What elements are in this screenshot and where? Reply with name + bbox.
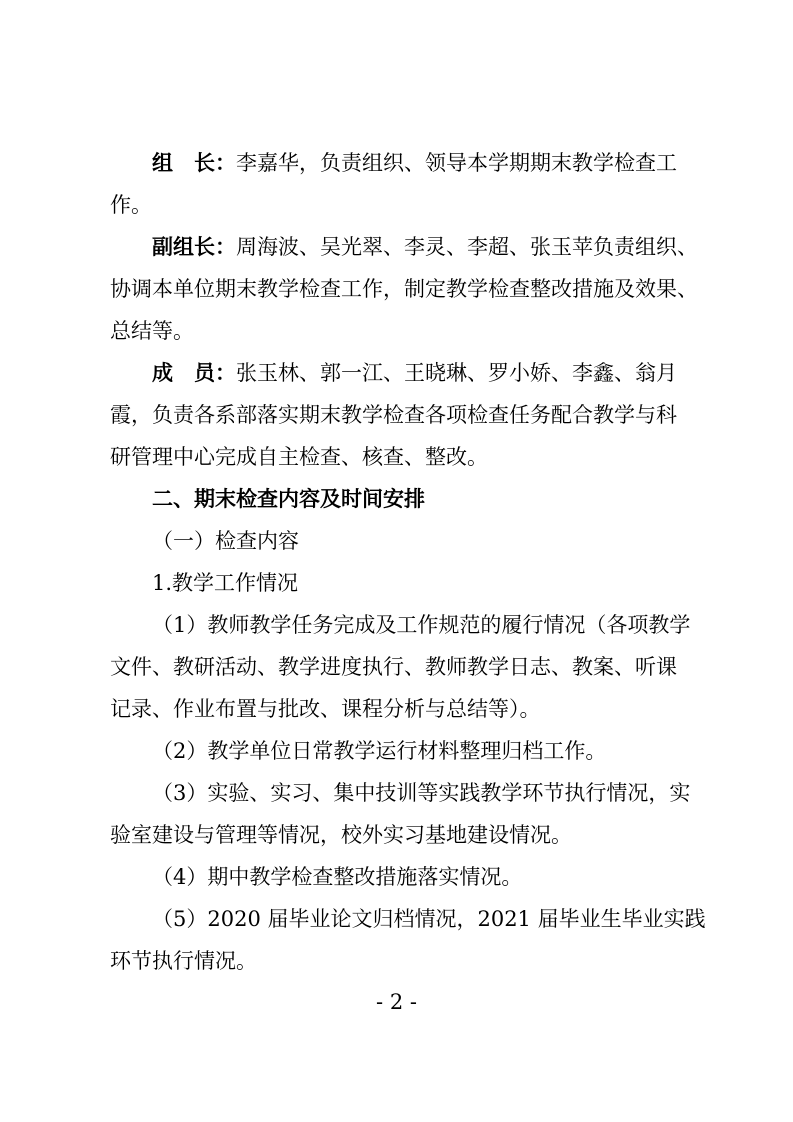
member-label: 成 员： (152, 361, 236, 385)
item1-text-1: （1）教师教学任务完成及工作规范的履行情况（各项教学 (152, 613, 691, 637)
member-text-3: 研管理中心完成自主检查、核查、整改。 (110, 445, 488, 469)
member-text-2: 霞，负责各系部落实期末教学检查各项检查任务配合教学与科 (110, 403, 677, 427)
item3-text-2: 验室建设与管理等情况，校外实习基地建设情况。 (110, 823, 572, 847)
subsection-item-heading-text: 1.教学工作情况 (152, 571, 299, 595)
deputy-text-1: 周海波、吴光翠、李灵、李超、张玉苹负责组织、 (236, 235, 698, 259)
page-number: - 2 - (376, 990, 417, 1014)
member-line-1 (152, 353, 700, 393)
item4-text: （4）期中教学检查整改措施落实情况。 (152, 865, 523, 889)
leader-text-2: 作。 (110, 193, 152, 217)
section-heading (152, 479, 700, 519)
subsection-item-heading (152, 563, 700, 603)
leader-text-1: 李嘉华，负责组织、领导本学期期末教学检查工 (236, 151, 677, 175)
item2-text: （2）教学单位日常教学运行材料整理归档工作。 (152, 739, 607, 763)
item3-line-2 (110, 815, 700, 855)
deputy-text-2: 协调本单位期末教学检查工作，制定教学检查整改措施及效果、 (110, 277, 698, 301)
item5-text-2: 环节执行情况。 (110, 949, 257, 973)
subsection-heading-text: （一）检查内容 (152, 529, 299, 553)
deputy-line-3 (110, 311, 700, 351)
item3-line-1 (152, 773, 700, 813)
member-line-2 (110, 395, 700, 435)
section-heading-text: 二、期末检查内容及时间安排 (152, 487, 425, 511)
item5-text-1: （5）2020 届毕业论文归档情况，2021 届毕业生毕业实践 (152, 907, 706, 931)
subsection-heading (152, 521, 700, 561)
item3-text-1: （3）实验、实习、集中技训等实践教学环节执行情况，实 (152, 781, 691, 805)
item1-text-3: 记录、作业布置与批改、课程分析与总结等）。 (110, 697, 541, 721)
deputy-label: 副组长： (152, 235, 236, 259)
item4-line (152, 857, 700, 897)
leader-line-1 (152, 143, 700, 183)
deputy-text-3: 总结等。 (110, 319, 194, 343)
leader-label: 组 长： (152, 151, 236, 175)
deputy-line-2 (110, 269, 700, 309)
item1-line-3 (110, 689, 700, 729)
item1-line-2 (110, 647, 700, 687)
item1-text-2: 文件、教研活动、教学进度执行、教师教学日志、教案、听课 (110, 655, 677, 679)
deputy-line-1 (152, 227, 700, 267)
item5-line-1 (152, 899, 706, 939)
member-line-3 (110, 437, 700, 477)
item2-line (152, 731, 700, 771)
member-text-1: 张玉林、郭一江、王晓琳、罗小娇、李鑫、翁月 (236, 361, 677, 385)
leader-line-2 (110, 185, 700, 225)
item1-line-1 (152, 605, 700, 645)
item5-line-2 (110, 941, 700, 981)
